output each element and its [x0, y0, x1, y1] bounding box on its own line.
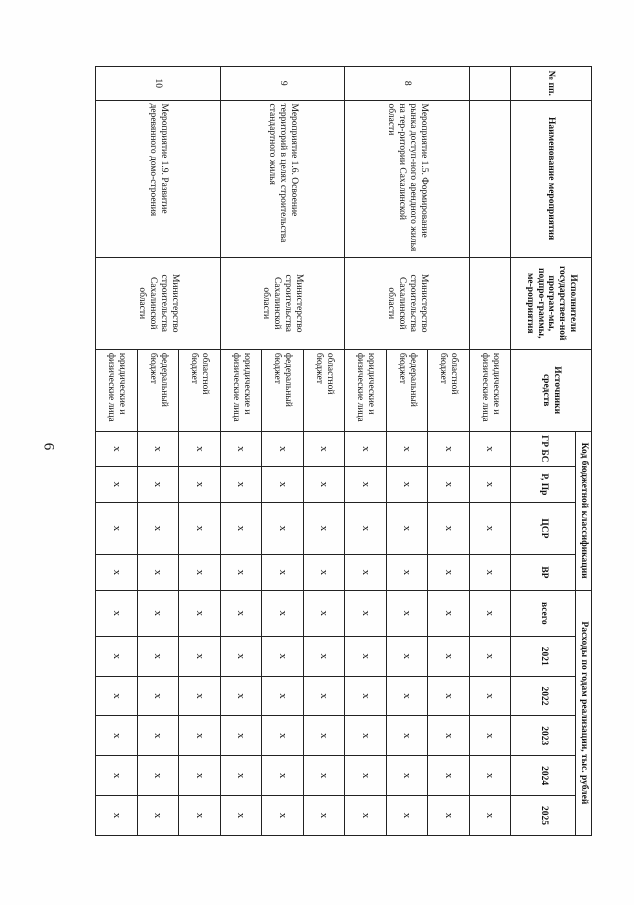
col-csr-header: ЦСР [511, 502, 576, 554]
cell-mark: х [179, 590, 221, 636]
cell-mark: х [469, 756, 511, 796]
cell-source: федеральный бюджет [137, 349, 179, 431]
cell-mark: х [386, 431, 428, 467]
cell-mark: х [469, 716, 511, 756]
cell-source: областной бюджет [428, 349, 470, 431]
cell-mark: х [262, 555, 304, 591]
cell-mark: х [386, 467, 428, 503]
cell-mark: х [303, 590, 345, 636]
table-row [303, 67, 345, 836]
cell-mark: х [262, 676, 304, 716]
cell-mark: х [428, 431, 470, 467]
table-row [428, 67, 470, 836]
table-row [179, 67, 221, 836]
cell-mark: х [345, 431, 387, 467]
cell-mark: х [96, 502, 138, 554]
cell-mark: х [386, 676, 428, 716]
col-2021-header: 2021 [511, 636, 576, 676]
col-expenses-header: Расходы по годам реализации, тыс. рублей [576, 590, 592, 835]
col-2024-header: 2024 [511, 756, 576, 796]
cell-source: юридические и физические лица [220, 349, 262, 431]
cell-mark: х [96, 796, 138, 836]
event-name: Мероприятие 1.9. Развитие деревянного домо-строения [96, 100, 221, 257]
cell-mark: х [179, 555, 221, 591]
cell-mark: х [220, 676, 262, 716]
cell-mark: х [345, 636, 387, 676]
cell-mark: х [220, 555, 262, 591]
cell-mark: х [469, 431, 511, 467]
cell-mark: х [96, 431, 138, 467]
cell-mark: х [469, 590, 511, 636]
cell-mark: х [428, 502, 470, 554]
cell-mark: х [262, 467, 304, 503]
cell-mark: х [386, 796, 428, 836]
event-executor: Министерство строительства Сахалинской области [220, 257, 345, 349]
cell-mark: х [428, 636, 470, 676]
cell-source: федеральный бюджет [386, 349, 428, 431]
cell-mark: х [469, 796, 511, 836]
cell-mark: х [137, 555, 179, 591]
event-executor: Министерство строительства Сахалинской области [345, 257, 470, 349]
cell-mark: х [303, 555, 345, 591]
cell-mark: х [262, 756, 304, 796]
cell-mark: х [220, 716, 262, 756]
cell-mark: х [303, 502, 345, 554]
cell-mark: х [137, 431, 179, 467]
cell-mark: х [179, 467, 221, 503]
event-number: 9 [220, 67, 345, 101]
cell-mark: х [345, 676, 387, 716]
cell-mark: х [137, 756, 179, 796]
cell-mark: х [137, 716, 179, 756]
cell-empty [469, 100, 511, 257]
cell-mark: х [345, 756, 387, 796]
cell-mark: х [428, 555, 470, 591]
cell-mark: х [469, 502, 511, 554]
cell-mark: х [345, 590, 387, 636]
cell-mark: х [220, 502, 262, 554]
cell-mark: х [345, 716, 387, 756]
cell-mark: х [220, 431, 262, 467]
col-vr-header: ВР [511, 555, 576, 591]
cell-mark: х [428, 756, 470, 796]
cell-mark: х [137, 796, 179, 836]
table-body [96, 67, 511, 836]
cell-mark: х [345, 796, 387, 836]
event-name: Мероприятие 1.5. Формирование рынка доступ-ного арендного жилья на тер-ритории Сахалинской области [345, 100, 470, 257]
cell-mark: х [262, 502, 304, 554]
col-name-header: Наименование мероприятия [511, 100, 592, 257]
col-2023-header: 2023 [511, 716, 576, 756]
cell-mark: х [179, 796, 221, 836]
header-row-1 [576, 67, 592, 836]
cell-mark: х [262, 590, 304, 636]
cell-mark: х [345, 467, 387, 503]
page-number: 6 [40, 442, 57, 451]
cell-mark: х [303, 676, 345, 716]
cell-mark: х [96, 676, 138, 716]
cell-mark: х [96, 590, 138, 636]
event-name: Мероприятие 1.6. Освоение территорий в целях строительства стандартного жилья [220, 100, 345, 257]
cell-mark: х [386, 502, 428, 554]
cell-mark: х [220, 590, 262, 636]
cell-mark: х [179, 756, 221, 796]
col-grbs-header: ГР БС [511, 431, 576, 467]
col-total-header: всего [511, 590, 576, 636]
table-landscape [95, 66, 592, 836]
cell-mark: х [303, 431, 345, 467]
cell-mark: х [303, 756, 345, 796]
cell-mark: х [179, 716, 221, 756]
cell-source: областной бюджет [303, 349, 345, 431]
cell-mark: х [137, 636, 179, 676]
cell-mark: х [96, 716, 138, 756]
budget-table [95, 66, 592, 836]
cell-mark: х [179, 502, 221, 554]
cell-mark: х [96, 467, 138, 503]
cell-mark: х [303, 467, 345, 503]
cell-mark: х [179, 636, 221, 676]
event-executor: Министерство строительства Сахалинской области [96, 257, 221, 349]
cell-mark: х [469, 467, 511, 503]
cell-mark: х [220, 467, 262, 503]
cell-mark: х [262, 636, 304, 676]
cell-mark: х [386, 716, 428, 756]
cell-mark: х [428, 590, 470, 636]
cell-mark: х [137, 502, 179, 554]
cell-empty [469, 67, 511, 101]
cell-source: юридические и физические лица [345, 349, 387, 431]
col-kbk-header: Код бюджетной классификации [576, 431, 592, 590]
event-number: 10 [96, 67, 221, 101]
cell-mark: х [469, 555, 511, 591]
cell-mark: х [303, 716, 345, 756]
cell-empty [469, 257, 511, 349]
cell-mark: х [303, 796, 345, 836]
cell-source: юридические и физические лица [96, 349, 138, 431]
col-executor-header: Исполнители государствен-ной програм-мы, подпро-граммы, ме-роприятия [511, 257, 592, 349]
col-num-header: № пп. [511, 67, 592, 101]
cell-mark: х [96, 756, 138, 796]
cell-mark: х [262, 716, 304, 756]
cell-mark: х [428, 676, 470, 716]
table-rotation-frame [95, 66, 592, 836]
col-2022-header: 2022 [511, 676, 576, 716]
cell-mark: х [428, 716, 470, 756]
cell-mark: х [96, 555, 138, 591]
cell-mark: х [386, 590, 428, 636]
col-source-header: Источники средств [511, 349, 592, 431]
cell-mark: х [469, 636, 511, 676]
cell-mark: х [220, 796, 262, 836]
cell-mark: х [428, 467, 470, 503]
cell-mark: х [428, 796, 470, 836]
col-2025-header: 2025 [511, 796, 576, 836]
cell-source: федеральный бюджет [262, 349, 304, 431]
cell-mark: х [386, 756, 428, 796]
cell-mark: х [386, 636, 428, 676]
cell-mark: х [262, 431, 304, 467]
table-row [469, 67, 511, 836]
cell-mark: х [96, 636, 138, 676]
cell-mark: х [179, 676, 221, 716]
cell-mark: х [220, 636, 262, 676]
cell-mark: х [179, 431, 221, 467]
cell-mark: х [137, 676, 179, 716]
col-rpr-header: Р, Пр [511, 467, 576, 503]
cell-mark: х [303, 636, 345, 676]
cell-mark: х [137, 590, 179, 636]
event-number: 8 [345, 67, 470, 101]
cell-mark: х [137, 467, 179, 503]
cell-source: областной бюджет [179, 349, 221, 431]
cell-mark: х [345, 555, 387, 591]
cell-mark: х [386, 555, 428, 591]
cell-mark: х [220, 756, 262, 796]
cell-mark: х [262, 796, 304, 836]
cell-source: юридические и физические лица [469, 349, 511, 431]
cell-mark: х [345, 502, 387, 554]
cell-mark: х [469, 676, 511, 716]
